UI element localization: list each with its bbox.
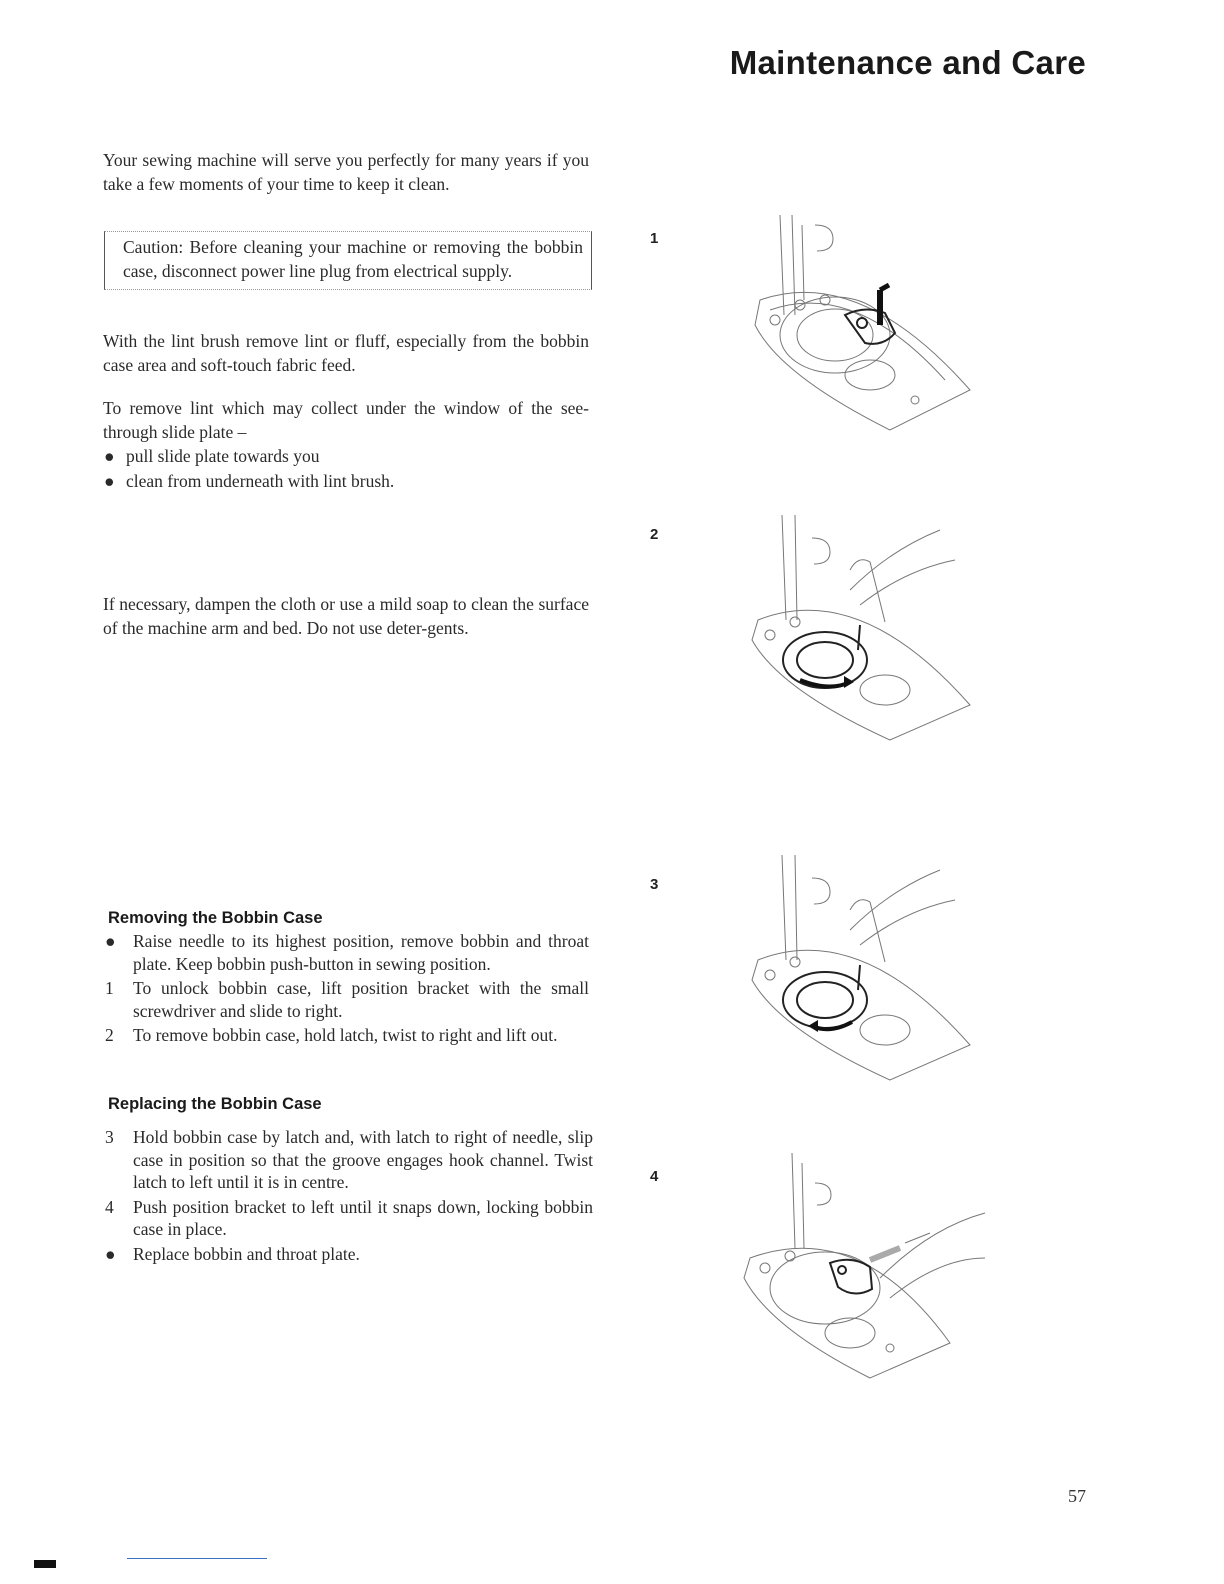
- list-item: ● Replace bobbin and throat plate.: [105, 1243, 360, 1264]
- figure-number-4: 4: [650, 1168, 659, 1185]
- replacing-heading: Replacing the Bobbin Case: [108, 1095, 322, 1113]
- figure-4-illustration: [730, 1148, 990, 1383]
- window-text: To remove lint which may collect under the window of the see-through slide plate –: [103, 398, 589, 442]
- list-item: 3 Hold bobbin case by latch and, with latch to right of needle, slip case in position so that the groove engages hook channel. Twist latch to left until it is in centre.: [105, 1127, 593, 1192]
- intro-paragraph: Your sewing machine will serve you perfectly for many years if you take a few moments of your time to keep it clean.: [103, 150, 589, 194]
- lint-brush-paragraph: With the lint brush remove lint or fluff, especially from the bobbin case area and soft-touch fabric feed.: [103, 331, 589, 375]
- figure-3-illustration: [740, 850, 980, 1085]
- window-bullets: [103, 444, 589, 494]
- figure-1-illustration: [740, 205, 990, 440]
- list-item: ● clean from underneath with lint brush.: [103, 469, 589, 494]
- replacing-steps: [103, 1126, 593, 1267]
- list-item: 2 To remove bobbin case, hold latch, twist to right and lift out.: [105, 1025, 558, 1045]
- list-item: ● Raise needle to its highest position, remove bobbin and throat plate. Keep bobbin push-button in sewing position.: [105, 931, 589, 974]
- page-title: Maintenance and Care: [729, 44, 1086, 81]
- dampen-paragraph: If necessary, dampen the cloth or use a mild soap to clean the surface of the machine arm and bed. Do not use deter-gents.: [103, 594, 589, 638]
- list-item: 1 To unlock bobbin case, lift position bracket with the small screwdriver and slide to right.: [105, 978, 589, 1021]
- bullet-icon: ●: [104, 446, 115, 466]
- figure-number-3: 3: [650, 876, 659, 893]
- caution-box: Caution: Before cleaning your machine or removing the bobbin case, disconnect power line plug from electrical supply.: [104, 231, 592, 290]
- list-item: 4 Push position bracket to left until it snaps down, locking bobbin case in place.: [105, 1196, 593, 1239]
- removing-heading: Removing the Bobbin Case: [108, 909, 323, 927]
- page-number: 57: [1068, 1486, 1086, 1506]
- figure-number-2: 2: [650, 526, 659, 543]
- removing-steps: [103, 930, 589, 1049]
- corner-mark: [34, 1560, 56, 1568]
- figure-2-illustration: [740, 510, 980, 745]
- list-item: ● pull slide plate towards you: [103, 444, 589, 469]
- footer-rule: [127, 1558, 267, 1559]
- window-paragraph: [103, 397, 589, 494]
- figure-number-1: 1: [650, 230, 659, 247]
- bullet-icon: ●: [104, 471, 115, 491]
